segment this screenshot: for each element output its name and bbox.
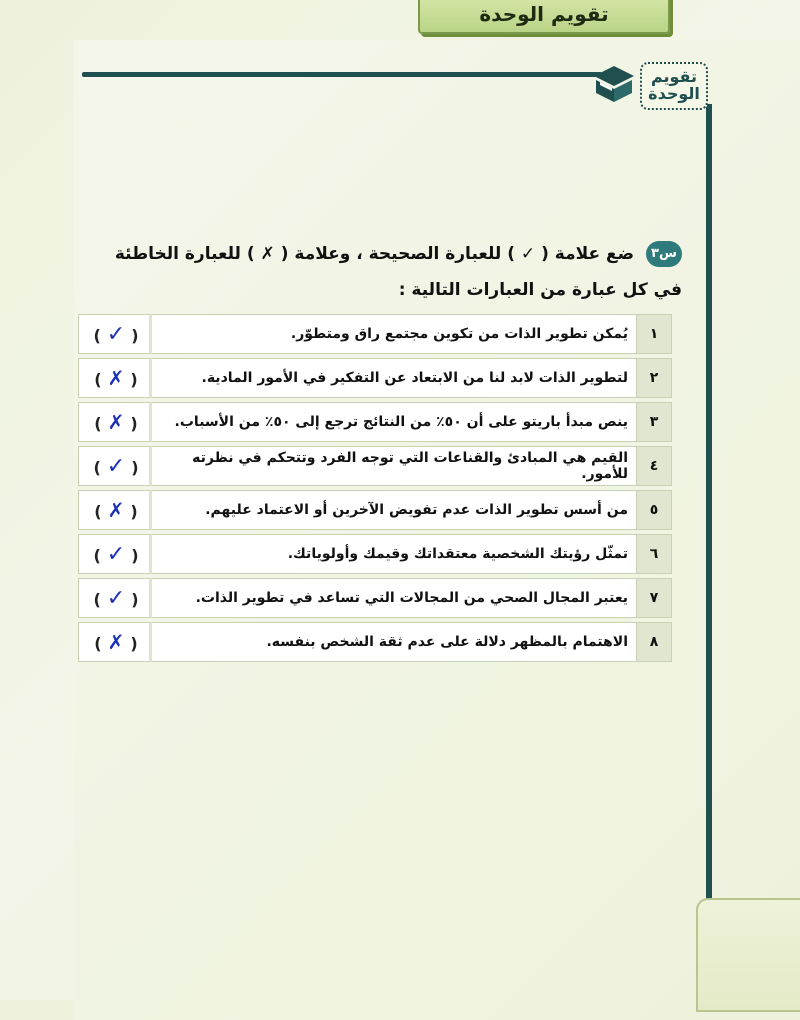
badge-line-1: تقويم — [650, 67, 698, 87]
answer-mark-cell — [78, 534, 152, 574]
statement-text: تمثّل رؤيتك الشخصية معتقداتك وقيمك وأولوياتك. — [152, 534, 636, 574]
statement-row — [78, 402, 672, 442]
statement-text: ينص مبدأ باريتو على أن ٥٠٪ من النتائج ترجع إلى ٥٠٪ من الأسباب. — [152, 402, 636, 442]
close-paren: ) — [130, 502, 138, 521]
statement-row — [78, 578, 672, 618]
close-paren: ) — [131, 457, 139, 477]
right-divider — [706, 104, 712, 904]
book-icon — [590, 58, 638, 106]
top-divider — [82, 72, 602, 77]
answer-mark-cell — [78, 314, 152, 354]
statement-row — [78, 622, 672, 662]
question-instruction: ضع علامة ( ✓ ) للعبارة الصحيحة ، وعلامة ( ✗ ) للعبارة الخاطئة في كل عبارة من العبارات التالية : — [114, 244, 682, 300]
close-paren: ) — [130, 414, 138, 433]
check-mark-icon: ✓ — [106, 541, 126, 567]
statement-number: ٨ — [636, 622, 672, 662]
statement-text: يعتبر المجال الصحي من المجالات التي تساعد في تطوير الذات. — [152, 578, 636, 618]
question-number-badge: س٣ — [646, 241, 682, 267]
statement-number: ١ — [636, 314, 672, 354]
open-paren: ( — [94, 414, 102, 433]
section-badge-label — [640, 62, 708, 110]
section-badge — [590, 58, 706, 108]
statement-number: ٥ — [636, 490, 672, 530]
unit-evaluation-tab — [418, 0, 670, 34]
statement-number: ٤ — [636, 446, 672, 486]
open-paren: ( — [94, 370, 102, 389]
statement-text: من أسس تطوير الذات عدم تفويض الآخرين أو الاعتماد عليهم. — [152, 490, 636, 530]
page-corner-box — [696, 898, 800, 1012]
answer-mark-cell — [78, 490, 152, 530]
answer-mark-cell — [78, 358, 152, 398]
open-paren: ( — [93, 589, 101, 609]
cross-mark-icon: ✗ — [107, 498, 125, 522]
statement-number: ٧ — [636, 578, 672, 618]
open-paren: ( — [94, 634, 102, 653]
open-paren: ( — [93, 545, 101, 565]
open-paren: ( — [93, 325, 101, 345]
answer-mark-cell — [78, 402, 152, 442]
close-paren: ) — [130, 634, 138, 653]
question-prompt — [96, 236, 682, 308]
check-mark-icon: ✓ — [106, 585, 126, 611]
check-mark-icon: ✓ — [106, 453, 126, 479]
answer-mark-cell — [78, 446, 152, 486]
close-paren: ) — [130, 370, 138, 389]
statement-text: يُمكن تطوير الذات من تكوين مجتمع راق ومتطوّر. — [152, 314, 636, 354]
check-mark-icon: ✓ — [106, 321, 126, 347]
statement-row — [78, 358, 672, 398]
cross-mark-icon: ✗ — [107, 366, 125, 390]
statement-row — [78, 490, 672, 530]
statement-text: القيم هي المبادئ والقناعات التي توجه الفرد وتتحكم في نظرته للأمور. — [152, 446, 636, 486]
open-paren: ( — [94, 502, 102, 521]
statement-number: ٦ — [636, 534, 672, 574]
statement-text: لتطوير الذات لابد لنا من الابتعاد عن التفكير في الأمور المادية. — [152, 358, 636, 398]
close-paren: ) — [131, 589, 139, 609]
answer-mark-cell — [78, 622, 152, 662]
close-paren: ) — [131, 545, 139, 565]
statement-number: ٣ — [636, 402, 672, 442]
statement-row — [78, 446, 672, 486]
open-paren: ( — [93, 457, 101, 477]
statement-row — [78, 314, 672, 354]
statement-number: ٢ — [636, 358, 672, 398]
cross-mark-icon: ✗ — [107, 410, 125, 434]
badge-line-2: الوحدة — [648, 84, 700, 103]
cross-mark-icon: ✗ — [107, 630, 125, 654]
unit-evaluation-tab-title: تقويم الوحدة — [479, 2, 609, 26]
statement-row — [78, 534, 672, 574]
close-paren: ) — [131, 325, 139, 345]
answer-mark-cell — [78, 578, 152, 618]
statement-text: الاهتمام بالمظهر دلالة على عدم ثقة الشخص بنفسه. — [152, 622, 636, 662]
statements-table — [78, 310, 672, 666]
